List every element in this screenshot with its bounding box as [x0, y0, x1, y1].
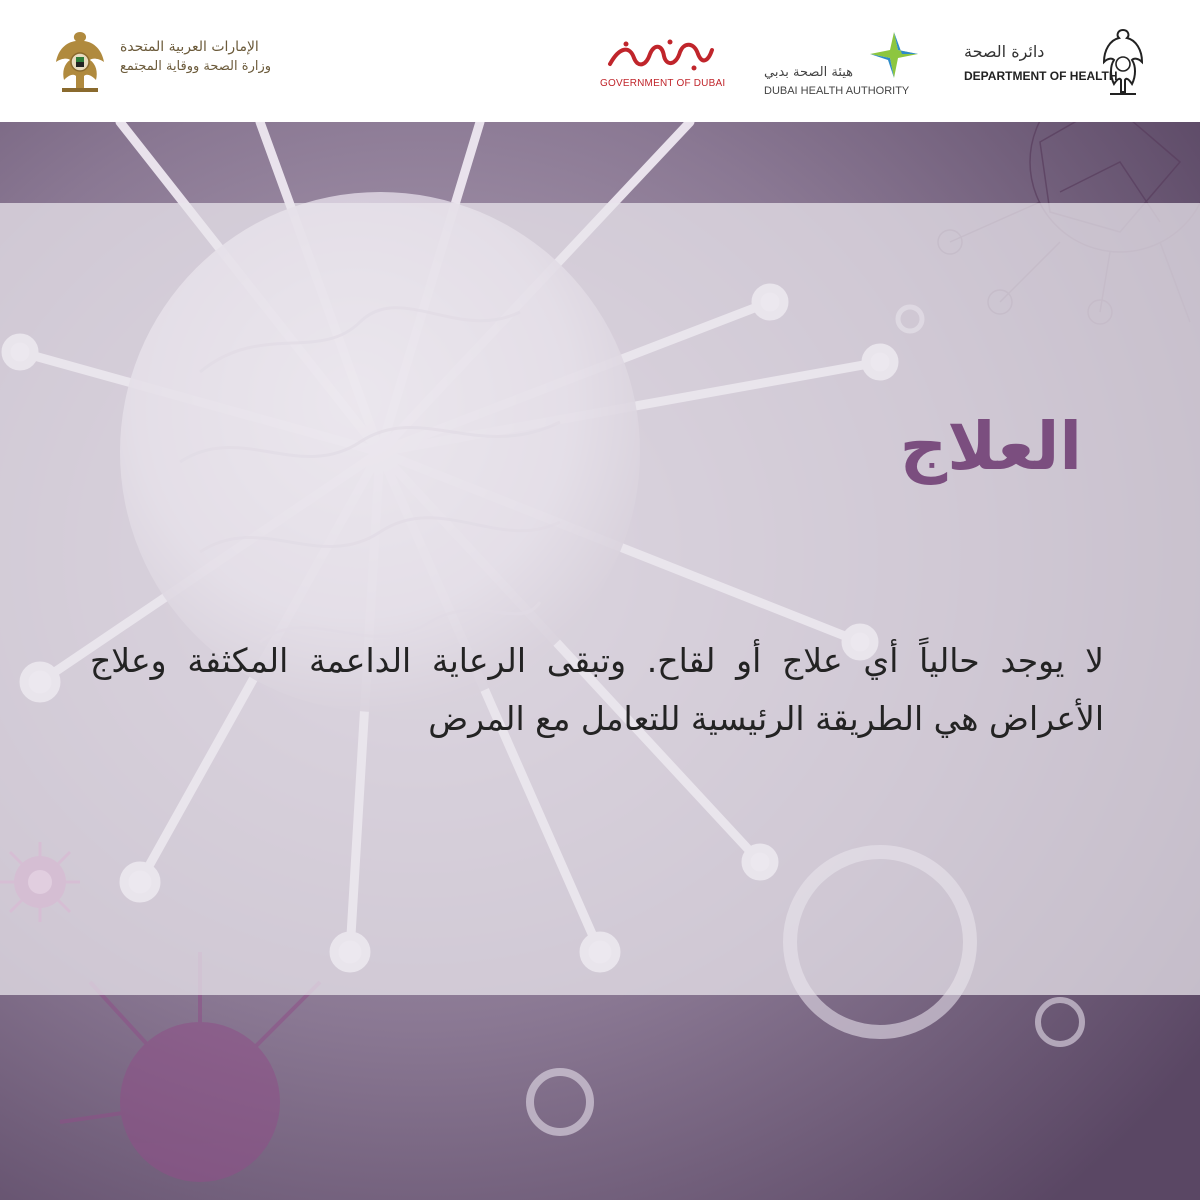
abu-dhabi-falcon-icon: [1100, 26, 1146, 98]
dubai-calligraphy-icon: [604, 38, 716, 72]
dha-english-name: DUBAI HEALTH AUTHORITY: [764, 85, 910, 97]
government-of-dubai-label: GOVERNMENT OF DUBAI: [600, 78, 726, 89]
dha-arabic-name: هيئة الصحة بدبي: [764, 65, 854, 80]
doh-arabic-name: دائرة الصحة: [964, 42, 1045, 61]
dha-star-icon: [866, 30, 922, 80]
department-of-health-logo: [960, 26, 1170, 102]
body-paragraph: لا يوجد حالياً أي علاج أو لقاح. وتبقى الرعاية الداعمة المكثفة وعلاج الأعراض هي الطريقة الرئيسية للتعامل مع المرض: [90, 641, 1104, 738]
logo-header: [0, 0, 1200, 122]
uae-ministry-logo: [52, 28, 352, 98]
uae-emblem-icon: [52, 28, 108, 94]
content-panel: [0, 203, 1200, 995]
page-title: العلاج: [899, 408, 1082, 485]
uae-country-name: الإمارات العربية المتحدة: [120, 39, 259, 55]
dubai-health-authority-logo: [760, 30, 935, 100]
doh-english-name: DEPARTMENT OF HEALTH: [964, 69, 1118, 83]
ministry-name: وزارة الصحة ووقاية المجتمع: [120, 59, 272, 74]
government-of-dubai-logo: [596, 38, 731, 98]
